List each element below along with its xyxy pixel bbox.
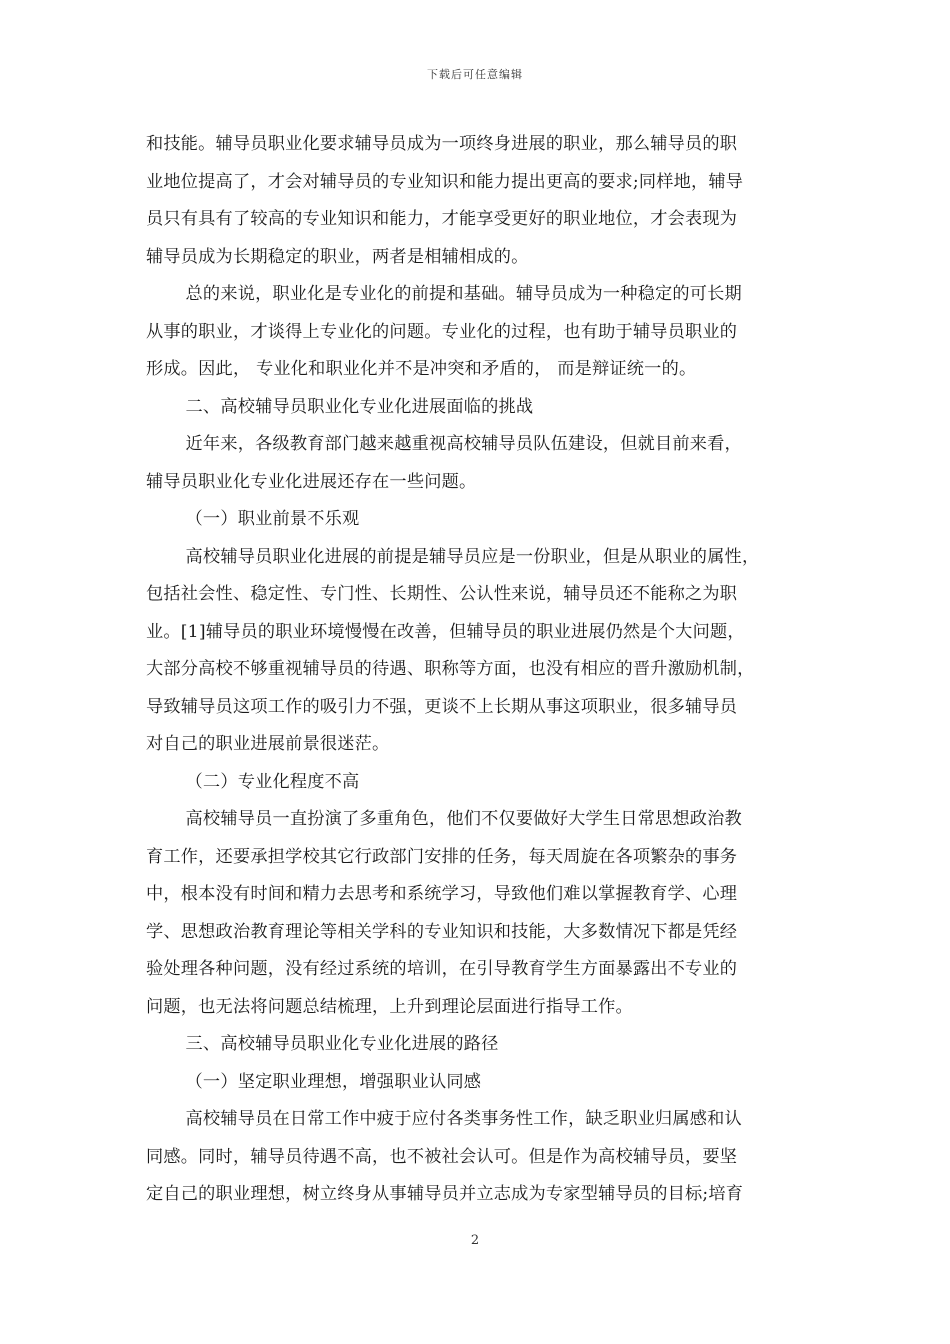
text-line: 近年来，各级教育部门越来越重视高校辅导员队伍建设，但就目前来看， bbox=[185, 434, 742, 454]
text-line: 包括社会性、稳定性、专门性、长期性、公认性来说，辅导员还不能称之为职 bbox=[146, 584, 738, 604]
text-line: 问题，也无法将问题总结梳理，上升到理论层面进行指导工作。 bbox=[146, 996, 633, 1017]
text-line: （一）职业前景不乐观 bbox=[185, 509, 360, 529]
text-line: 形成。因此， 专业化和职业化并不是冲突和矛盾的， 而是辩证统一的。 bbox=[146, 359, 697, 379]
text-line: 三、高校辅导员职业化专业化进展的路径 bbox=[185, 1034, 499, 1054]
text-line: 定自己的职业理想，树立终身从事辅导员并立志成为专家型辅导员的目标;培育 bbox=[146, 1184, 744, 1204]
text-line: 对自己的职业进展前景很迷茫。 bbox=[146, 734, 390, 754]
text-line: 育工作，还要承担学校其它行政部门安排的任务，每天周旋在各项繁杂的事务 bbox=[146, 846, 738, 867]
text-line: 辅导员职业化专业化进展还存在一些问题。 bbox=[146, 471, 477, 492]
text-line: 业地位提高了，才会对辅导员的专业知识和能力提出更高的要求;同样地，辅导 bbox=[146, 171, 744, 192]
text-line: 高校辅导员一直扮演了多重角色，他们不仅要做好大学生日常思想政治教 bbox=[185, 809, 742, 829]
text-line: 业。[1]辅导员的职业环境慢慢在改善，但辅导员的职业进展仍然是个大问题， bbox=[146, 621, 745, 642]
text-line: 导致辅导员这项工作的吸引力不强，更谈不上长期从事这项职业，很多辅导员 bbox=[146, 696, 738, 717]
page-number: 2 bbox=[470, 1233, 480, 1248]
text-line: 和技能。辅导员职业化要求辅导员成为一项终身进展的职业，那么辅导员的职 bbox=[146, 134, 738, 154]
text-line: 辅导员成为长期稳定的职业，两者是相辅相成的。 bbox=[146, 246, 529, 267]
text-line: 同感。同时，辅导员待遇不高，也不被社会认可。但是作为高校辅导员，要坚 bbox=[146, 1146, 738, 1167]
text-line: 学、思想政治教育理论等相关学科的专业知识和技能，大多数情况下都是凭经 bbox=[146, 921, 738, 942]
text-line: 员只有具有了较高的专业知识和能力，才能享受更好的职业地位，才会表现为 bbox=[146, 209, 738, 229]
text-line: 大部分高校不够重视辅导员的待遇、职称等方面，也没有相应的晋升激励机制， bbox=[146, 659, 755, 679]
text-line: 高校辅导员职业化进展的前提是辅导员应是一份职业，但是从职业的属性， bbox=[185, 546, 760, 567]
text-line: 二、高校辅导员职业化专业化进展面临的挑战 bbox=[185, 396, 534, 417]
text-line: （一）坚定职业理想，增强职业认同感 bbox=[185, 1071, 482, 1092]
text-line: 高校辅导员在日常工作中疲于应付各类事务性工作，缺乏职业归属感和认 bbox=[185, 1109, 742, 1129]
text-line: 从事的职业，才谈得上专业化的问题。专业化的过程，也有助于辅导员职业的 bbox=[146, 321, 738, 342]
text-line: 中，根本没有时间和精力去思考和系统学习，导致他们难以掌握教育学、心理 bbox=[146, 884, 738, 904]
document-body bbox=[146, 126, 808, 1214]
text-line: （二）专业化程度不高 bbox=[185, 771, 360, 792]
header-note: 下载后可任意编辑 bbox=[427, 68, 523, 81]
text-line: 验处理各种问题，没有经过系统的培训，在引导教育学生方面暴露出不专业的 bbox=[146, 959, 738, 979]
text-line: 总的来说，职业化是专业化的前提和基础。辅导员成为一种稳定的可长期 bbox=[185, 284, 742, 304]
